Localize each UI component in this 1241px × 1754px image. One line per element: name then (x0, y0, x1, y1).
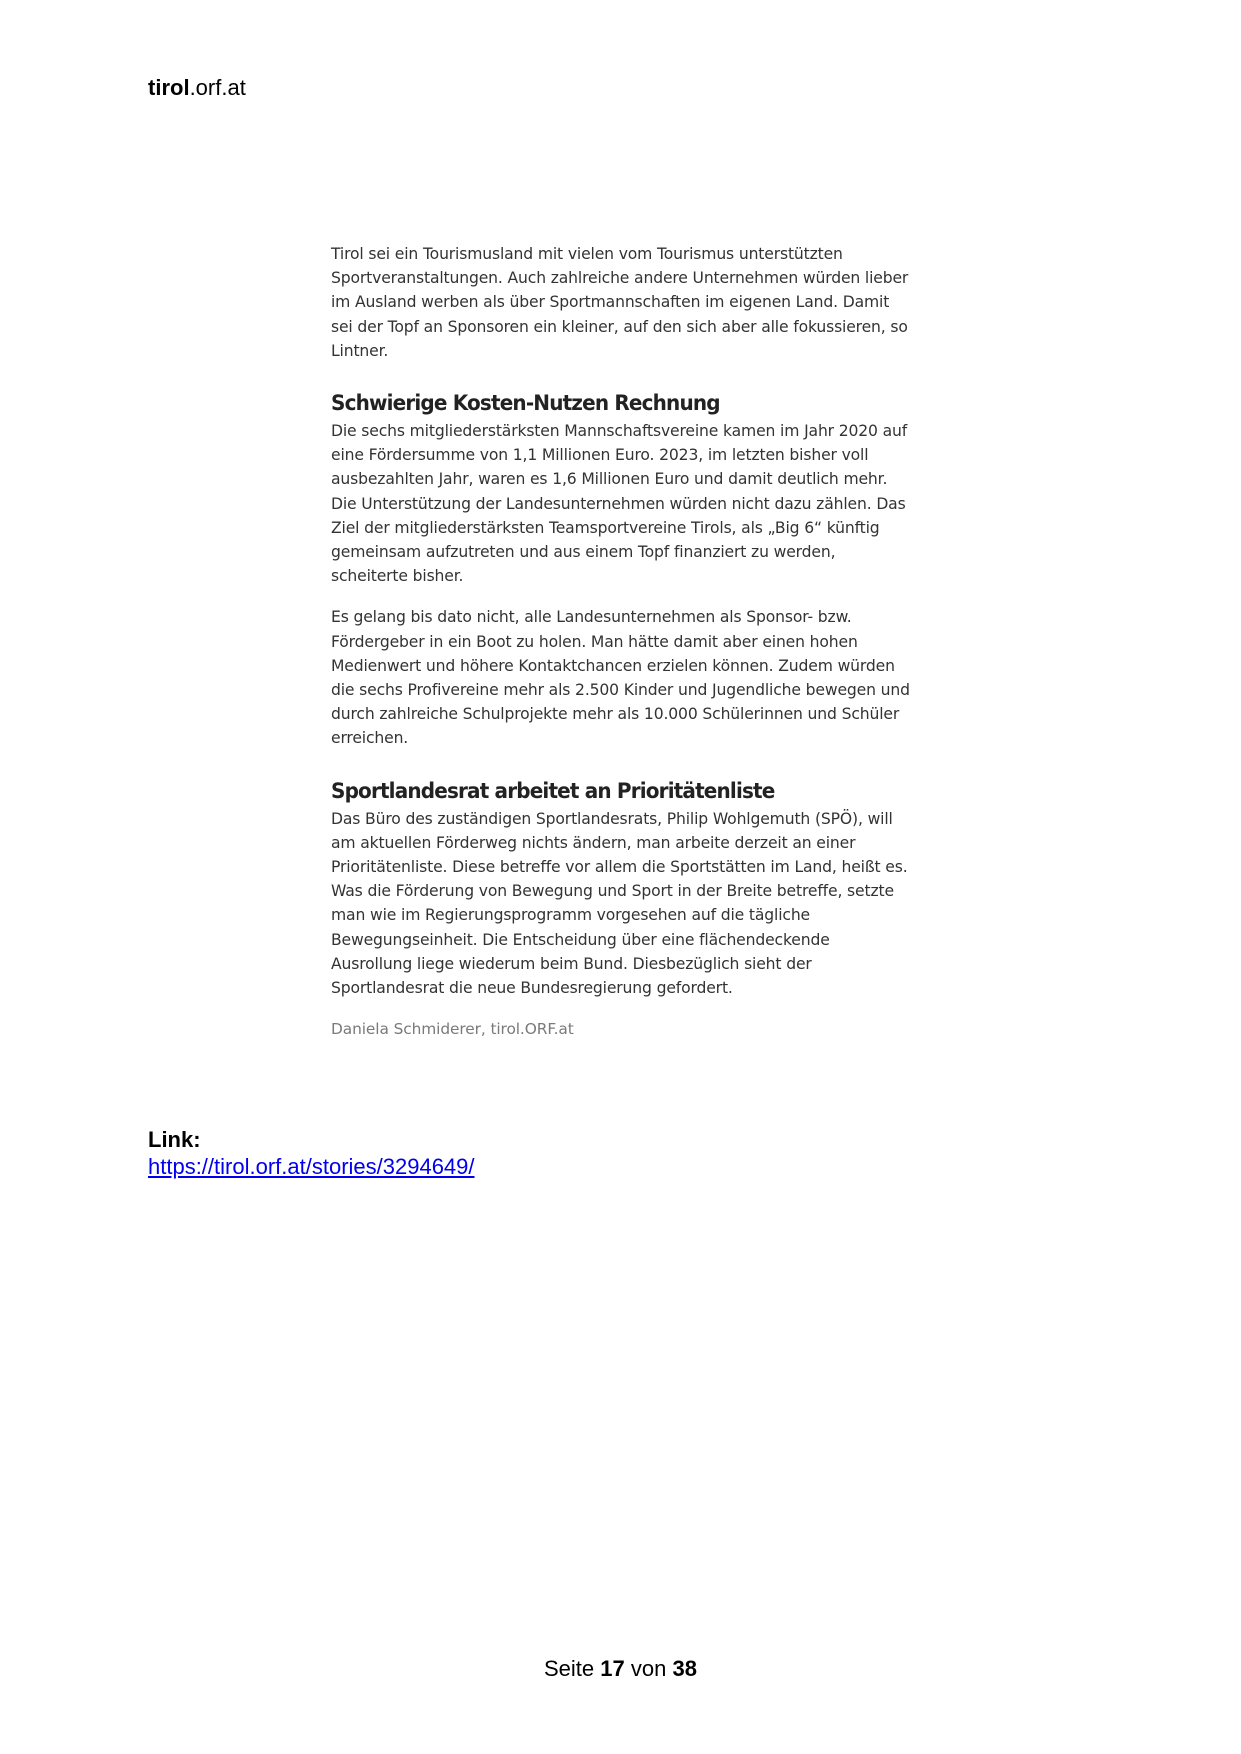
total-page-count: 38 (672, 1656, 697, 1681)
page-footer (0, 1656, 1241, 1682)
link-block (148, 1126, 475, 1180)
current-page-number: 17 (600, 1656, 625, 1681)
article-author: Daniela Schmiderer, tirol.ORF.at (331, 1020, 574, 1039)
intro-paragraph: Tirol sei ein Tourismusland mit vielen vom Tourismus unterstützten Sportveranstaltungen. Auch zahlreiche andere Unternehmen würden lieber im Ausland werben als über Sportmannschaften im eigenen Land. Damit sei der Topf an Sponsoren ein kleiner, auf den sich aber alle fokussieren, so Lintner. (331, 245, 909, 360)
section-heading-cost-benefit: Schwierige Kosten-Nutzen Rechnung (331, 391, 720, 417)
site-header (148, 75, 246, 101)
footer-prefix: Seite (544, 1656, 595, 1681)
footer-middle: von (630, 1656, 667, 1681)
article-body (331, 242, 911, 1041)
section-heading-priority-list: Sportlandesrat arbeitet an Prioritätenliste (331, 778, 775, 804)
site-name-rest: .orf.at (189, 75, 246, 100)
link-label: Link: (148, 1127, 201, 1152)
site-name-bold: tirol (148, 75, 190, 100)
paragraph-funding: Die sechs mitgliederstärksten Mannschaftsvereine kamen im Jahr 2020 auf eine Fördersumme von 1,1 Millionen Euro. 2023, im letzten bisher voll ausbezahlten Jahr, waren es 1,6 Millionen Euro und damit deutlich mehr. Die Unterstützung der Landesunternehmen würden nicht dazu zählen. Das Ziel der mitgliederstärksten Teamsportvereine Tirols, als „Big 6“ künftig gemeinsam aufzutreten und aus einem Topf finanziert zu werden, scheiterte bisher. (331, 422, 908, 586)
story-link[interactable]: https://tirol.orf.at/stories/3294649/ (148, 1154, 475, 1179)
paragraph-sponsors: Es gelang bis dato nicht, alle Landesunternehmen als Sponsor- bzw. Fördergeber in ein Boot zu holen. Man hätte damit aber einen hohen Medienwert und höhere Kontaktchancen erzielen können. Zudem würden die sechs Profivereine mehr als 2.500 Kinder und Jugendliche bewegen und durch zahlreiche Schulprojekte mehr als 10.000 Schülerinnen und Schüler erreichen. (331, 608, 910, 748)
paragraph-sports-council: Das Büro des zuständigen Sportlandesrats, Philip Wohlgemuth (SPÖ), will am aktuellen Förderweg nichts ändern, man arbeite derzeit an einer Prioritätenliste. Diese betreffe vor allem die Sportstätten im Land, heißt es. Was die Förderung von Bewegung und Sport in der Breite betreffe, setzte man wie im Regierungsprogramm vorgesehen auf die tägliche Bewegungseinheit. Die Entscheidung über eine flächendeckende Ausrollung liege wiederum beim Bund. Diesbezüglich sieht der Sportlandesrat die neue Bundesregierung gefordert. (331, 809, 908, 998)
